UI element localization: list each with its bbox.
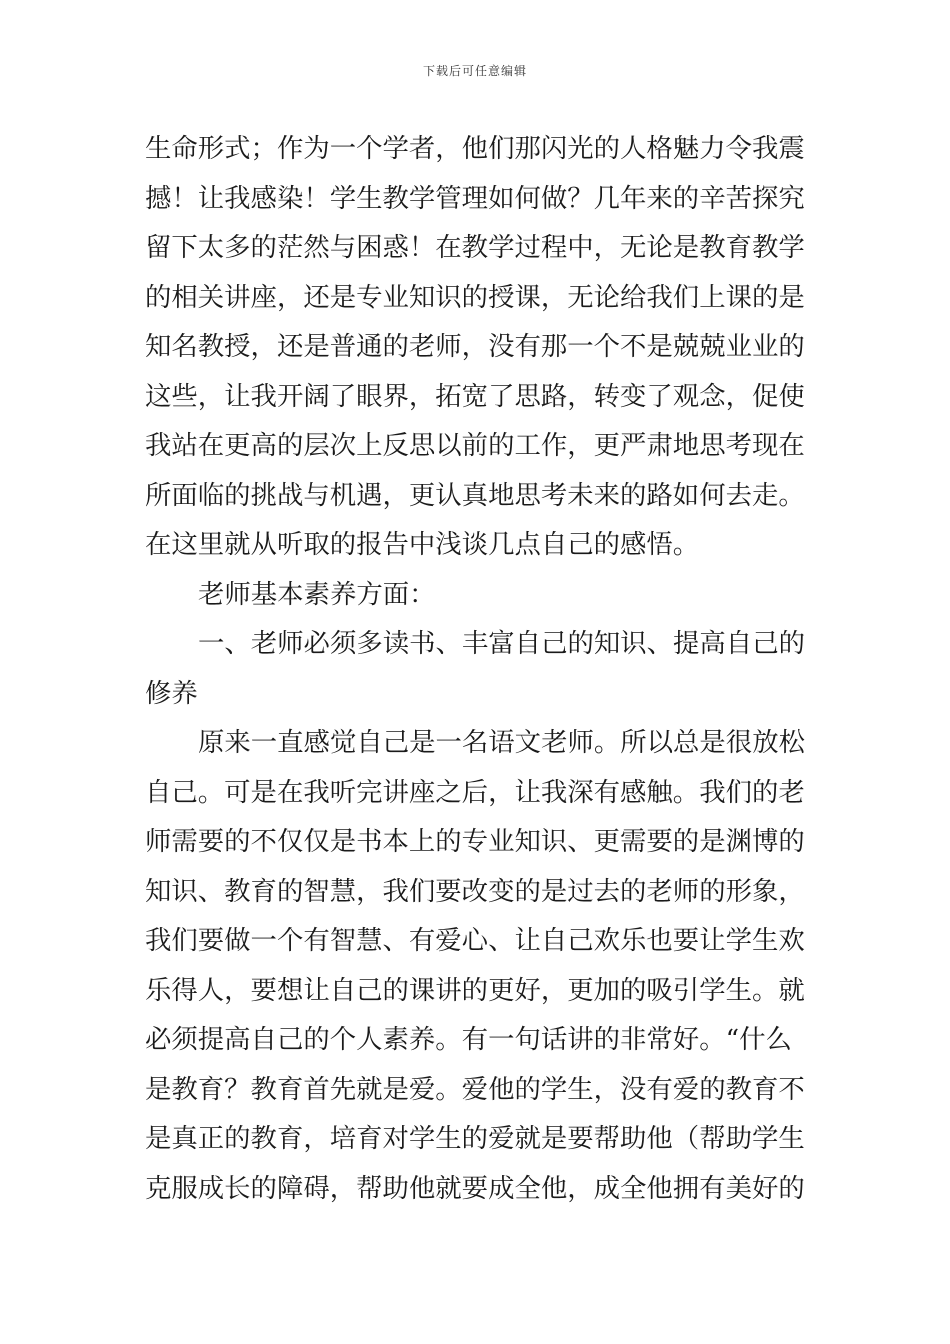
page-header: 下载后可任意编辑	[422, 64, 527, 78]
subsection-heading-continuation: 修养	[145, 677, 198, 709]
text-line: 知识、教育的智慧，我们要改变的是过去的老师的形象，	[145, 875, 805, 907]
text-line: 所面临的挑战与机遇，更认真地思考未来的路如何去走。	[145, 479, 805, 511]
text-line: 知名教授，还是普通的老师，没有那一个不是兢兢业业的	[145, 331, 805, 362]
text-line: 这些，让我开阔了眼界，拓宽了思路，转变了观念，促使	[145, 380, 805, 412]
text-line: 我站在更高的层次上反思以前的工作，更严肃地思考现在	[145, 430, 805, 461]
section-heading: 老师基本素养方面：	[198, 578, 436, 610]
text-line: 撼！让我感染！学生教学管理如何做？几年来的辛苦探究	[145, 182, 805, 214]
text-line: 是真正的教育，培育对学生的爱就是要帮助他（帮助学生	[145, 1123, 805, 1154]
subsection-heading: 一、老师必须多读书、丰富自己的知识、提高自己的	[198, 628, 805, 659]
text-line: 是教育？教育首先就是爱。爱他的学生，没有爱的教育不	[145, 1073, 805, 1105]
text-line: 乐得人，要想让自己的课讲的更好，更加的吸引学生。就	[145, 974, 805, 1006]
text-line: 师需要的不仅仅是书本上的专业知识、更需要的是渊博的	[145, 826, 805, 857]
paragraph-start: 原来一直感觉自己是一名语文老师。所以总是很放松	[198, 727, 805, 758]
text-line: 我们要做一个有智慧、有爱心、让自己欢乐也要让学生欢	[145, 925, 805, 956]
text-line: 必须提高自己的个人素养。有一句话讲的非常好。“什么	[145, 1024, 792, 1055]
text-line: 生命形式；作为一个学者，他们那闪光的人格魅力令我震	[145, 133, 805, 164]
text-line: 在这里就从听取的报告中浅谈几点自己的感悟。	[145, 529, 700, 560]
text-line: 留下太多的茫然与困惑！在教学过程中，无论是教育教学	[145, 232, 805, 263]
text-line: 自己。可是在我听完讲座之后，让我深有感触。我们的老	[145, 776, 805, 808]
text-line: 克服成长的障碍，帮助他就要成全他，成全他拥有美好的	[145, 1172, 805, 1204]
document-body	[145, 124, 807, 1213]
text-line: 的相关讲座，还是专业知识的授课，无论给我们上课的是	[145, 281, 805, 313]
